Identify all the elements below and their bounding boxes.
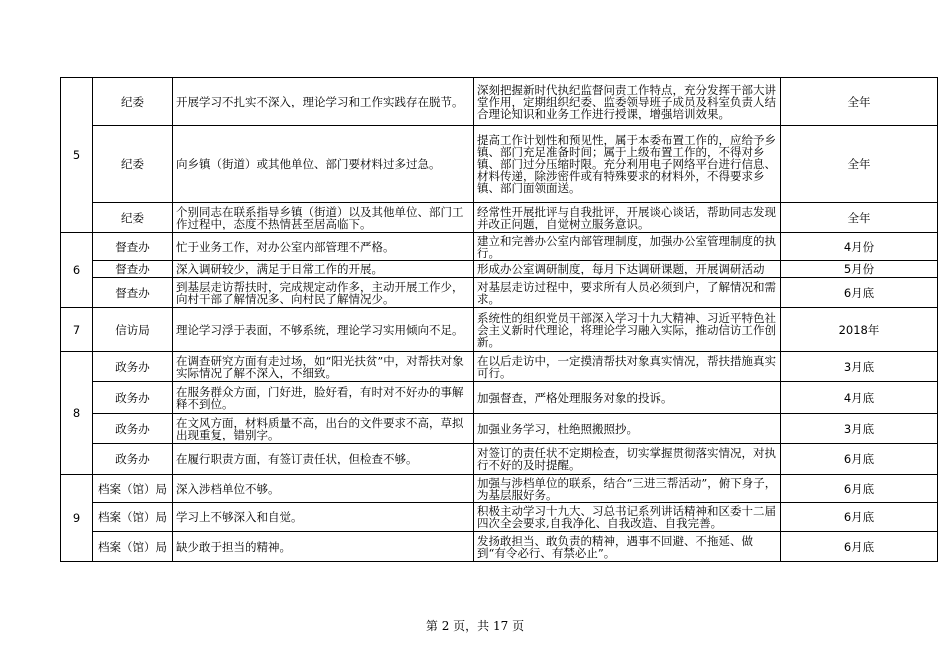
problem-text: 学习上不够深入和自觉。 [176,511,303,523]
row-number: 6 [61,233,93,308]
problem-cell [173,414,474,444]
department-cell: 督查办 [93,278,173,308]
deadline-cell: 全年 [781,78,938,126]
table-row [61,233,938,261]
deadline-cell: 全年 [781,126,938,203]
problem-text: 缺少敢于担当的精神。 [176,540,291,553]
measure-text: 系统性的组织党员干部深入学习十九大精神、习近平特色社会主义新时代理论，将理论学习融入实际，推动信访工作创新。 [477,311,776,348]
rectification-table [60,77,938,562]
measure-cell [474,126,781,203]
problem-cell [173,278,474,308]
problem-cell [173,503,474,532]
problem-cell [173,308,474,352]
measure-text: 在以后走访中，一定摸清帮扶对象真实情况，帮扶措施真实可行。 [477,354,776,379]
table-row [61,503,938,532]
measure-cell [474,261,781,278]
row-number: 9 [61,475,93,562]
problem-cell [173,352,474,382]
measure-cell [474,78,781,126]
deadline-cell: 全年 [781,203,938,233]
department-cell: 督查办 [93,233,173,261]
table-row [61,475,938,503]
measure-cell [474,532,781,562]
measure-cell [474,503,781,532]
measure-text: 提高工作计划性和预见性，属于本委布置工作的，应给予乡镇、部门充足准备时间；属于上级布置工作的，不得对乡镇、部门过分压缩时限。充分利用电子网络平台进行信息、材料传递，除涉密件或有特殊要求的材料外，不得要求乡镇、部门面领面送。 [477,134,776,194]
measure-cell [474,444,781,475]
problem-cell [173,382,474,414]
table-row [61,278,938,308]
deadline-cell: 4月底 [781,382,938,414]
measure-cell [474,352,781,382]
measure-text: 加强业务学习，杜绝照搬照抄。 [477,422,638,435]
department-cell: 纪委 [93,78,173,126]
row-number: 8 [61,352,93,475]
deadline-cell: 3月底 [781,352,938,382]
deadline-cell: 2018年 [781,308,938,352]
problem-text: 在文风方面，材料质量不高，出台的文件要求不高，草拟出现重复，错别字。 [176,416,464,441]
problem-text: 到基层走访帮扶时，完成规定动作多，主动开展工作少，向村干部了解情况多、向村民了解情况少。 [176,280,464,305]
table-row [61,382,938,414]
department-cell: 政务办 [93,414,173,444]
measure-text: 深刻把握新时代执纪监督问责工作特点，充分发挥干部大讲堂作用，定期组织纪委、监委领导班子成员及科室负责人结合理论知识和业务工作进行授课，增强培训效果。 [477,83,776,120]
problem-cell [173,126,474,203]
table-row [61,444,938,475]
problem-text: 个别同志在联系指导乡镇（街道）以及其他单位、部门工作过程中，态度不热情甚至居高临下。 [176,205,464,230]
measure-text: 对基层走访过程中，要求所有人员必须到户，了解情况和需求。 [477,280,776,305]
problem-cell [173,532,474,562]
department-cell: 档案（馆）局 [93,475,173,503]
row-number: 5 [61,78,93,233]
table-row [61,308,938,352]
page-footer: 第 2 页，共 17 页 [425,619,525,633]
problem-cell [173,203,474,233]
measure-cell [474,414,781,444]
measure-text: 经常性开展批评与自我批评，开展谈心谈话，帮助同志发现并改正问题，自觉树立服务意识。 [477,205,776,230]
deadline-cell: 6月底 [781,475,938,503]
department-cell: 档案（馆）局 [93,532,173,562]
measure-cell [474,308,781,352]
measure-text: 积极主动学习十九大、习总书记系列讲话精神和区委十二届四次全会要求,自我净化、自我改造、自我完善。 [477,505,776,529]
problem-cell [173,444,474,475]
deadline-cell: 6月底 [781,444,938,475]
measure-text: 加强督查，严格处理服务对象的投诉。 [477,391,673,404]
table-row [61,126,938,203]
problem-text: 开展学习不扎实不深入，理论学习和工作实践存在脱节。 [176,95,464,108]
measure-text: 加强与涉档单位的联系，结合“三进三帮活动”，俯下身子，为基层服好务。 [477,476,777,501]
department-cell: 纪委 [93,203,173,233]
department-cell: 纪委 [93,126,173,203]
problem-text: 深入涉档单位不够。 [176,482,280,495]
measure-text: 对签订的责任状不定期检查，切实掌握贯彻落实情况，对执行不好的及时提醒。 [477,447,776,471]
problem-text: 理论学习浮于表面，不够系统，理论学习实用倾向不足。 [176,323,464,336]
problem-cell [173,261,474,278]
problem-text: 向乡镇（街道）或其他单位、部门要材料过多过急。 [176,158,441,170]
department-cell: 政务办 [93,382,173,414]
table-row [61,352,938,382]
problem-cell [173,233,474,261]
problem-cell [173,475,474,503]
table-row [61,261,938,278]
measure-cell [474,233,781,261]
problem-text: 在调查研究方面有走过场，如“阳光扶贫”中，对帮扶对象实际情况了解不深入，不细致。 [176,354,464,379]
measure-cell [474,382,781,414]
table-row [61,203,938,233]
table-row [61,414,938,444]
department-cell: 信访局 [93,308,173,352]
deadline-cell: 3月底 [781,414,938,444]
problem-text: 忙于业务工作，对办公室内部管理不严格。 [176,240,395,253]
problem-text: 在服务群众方面，门好进，脸好看，有时对不好办的事解释不到位。 [176,385,464,410]
deadline-cell: 4月份 [781,233,938,261]
department-cell: 档案（馆）局 [93,503,173,532]
problem-text: 深入调研较少，满足于日常工作的开展。 [176,263,383,275]
measure-text: 发扬敢担当、敢负责的精神，遇事不回避、不拖延、做到“有令必行、有禁必止”。 [477,534,753,559]
deadline-cell: 6月底 [781,503,938,532]
deadline-cell: 6月底 [781,532,938,562]
measure-cell [474,278,781,308]
table-row [61,532,938,562]
problem-cell [173,78,474,126]
department-cell: 政务办 [93,352,173,382]
measure-text: 建立和完善办公室内部管理制度，加强办公室管理制度的执行。 [477,234,776,259]
measure-text: 形成办公室调研制度，每月下达调研课题，开展调研活动 [477,263,765,275]
table-row [61,78,938,126]
row-number: 7 [61,308,93,352]
measure-cell [474,203,781,233]
measure-cell [474,475,781,503]
problem-text: 在履行职责方面，有签订责任状，但检查不够。 [176,453,418,465]
department-cell: 督查办 [93,261,173,278]
department-cell: 政务办 [93,444,173,475]
deadline-cell: 5月份 [781,261,938,278]
deadline-cell: 6月底 [781,278,938,308]
